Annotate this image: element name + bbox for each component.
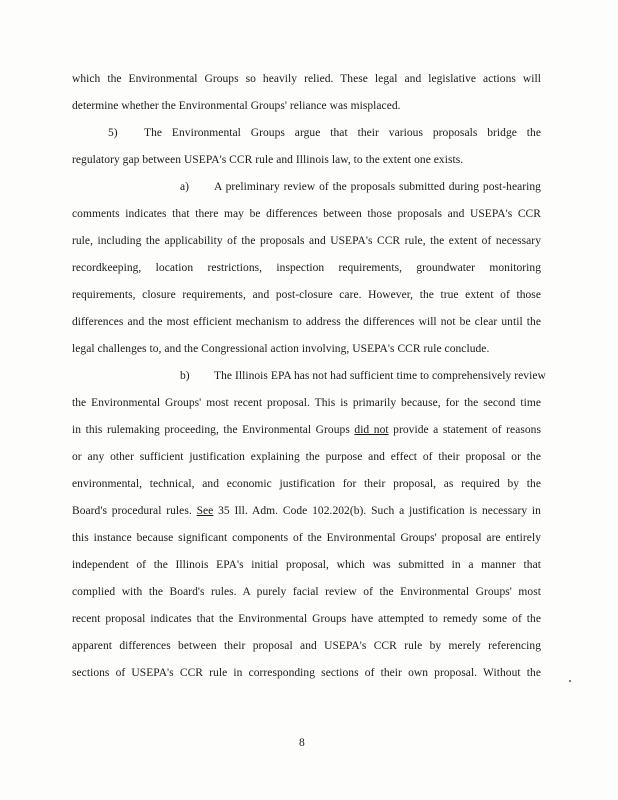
text-line: The Environmental Groups argue that their various proposals bridge the (144, 127, 541, 139)
text-line: differences and the most efficient mechanism to address the differences will not be clear until the (72, 316, 541, 328)
text-line: or any other sufficient justification explaining the purpose and effect of their proposal or the (72, 451, 541, 463)
text-line: this instance because significant components of the Environmental Groups' proposal are entirely (72, 532, 541, 544)
text-line: independent of the Illinois EPA's initial proposal, which was submitted in a manner that (72, 559, 541, 571)
text-line (72, 423, 541, 437)
text-line: rule, including the applicability of the proposals and USEPA's CCR rule, the extent of necessary (72, 235, 541, 247)
text-span: in this rulemaking proceeding, the Environmental Groups (72, 424, 355, 436)
text-span: 35 Ill. Adm. Code 102.202(b). Such a justification is necessary in (213, 505, 541, 517)
page-number: 8 (299, 737, 305, 749)
text-line: comments indicates that there may be differences between those proposals and USEPA's CCR (72, 208, 541, 220)
text-line: legal challenges to, and the Congressional action involving, USEPA's CCR rule conclude. (72, 343, 490, 355)
text-span: Board's procedural rules. (72, 505, 197, 517)
subparagraph-marker: b) (180, 370, 190, 382)
text-line: environmental, technical, and economic justification for their proposal, as required by the (72, 478, 541, 490)
text-line: The Illinois EPA has not had sufficient time to comprehensively review (214, 370, 546, 382)
text-line: the Environmental Groups' most recent proposal. This is primarily because, for the second time (72, 397, 541, 409)
text-line: which the Environmental Groups so heavily relied. These legal and legislative actions will (72, 73, 541, 85)
text-line (72, 504, 541, 518)
underlined-text: See (196, 505, 214, 517)
text-line: sections of USEPA's CCR rule in corresponding sections of their own proposal. Without the (72, 667, 541, 679)
text-line: apparent differences between their proposal and USEPA's CCR rule by merely referencing (72, 640, 541, 652)
text-line: A preliminary review of the proposals submitted during post-hearing (214, 181, 541, 193)
paragraph-number: 5) (108, 127, 118, 139)
text-span: provide a statement of reasons (388, 424, 541, 436)
scan-speck (569, 680, 571, 682)
text-line: requirements, closure requirements, and post-closure care. However, the true extent of those (72, 289, 541, 301)
text-line: regulatory gap between USEPA's CCR rule and Illinois law, to the extent one exists. (72, 154, 464, 166)
text-line: recordkeeping, location restrictions, inspection requirements, groundwater monitoring (72, 262, 541, 274)
subparagraph-marker: a) (180, 181, 189, 193)
underlined-text: did not (354, 424, 389, 436)
text-line: complied with the Board's rules. A purely facial review of the Environmental Groups' most (72, 586, 541, 598)
text-line: recent proposal indicates that the Environmental Groups have attempted to remedy some of the (72, 613, 541, 625)
text-line: determine whether the Environmental Groups' reliance was misplaced. (72, 100, 401, 112)
